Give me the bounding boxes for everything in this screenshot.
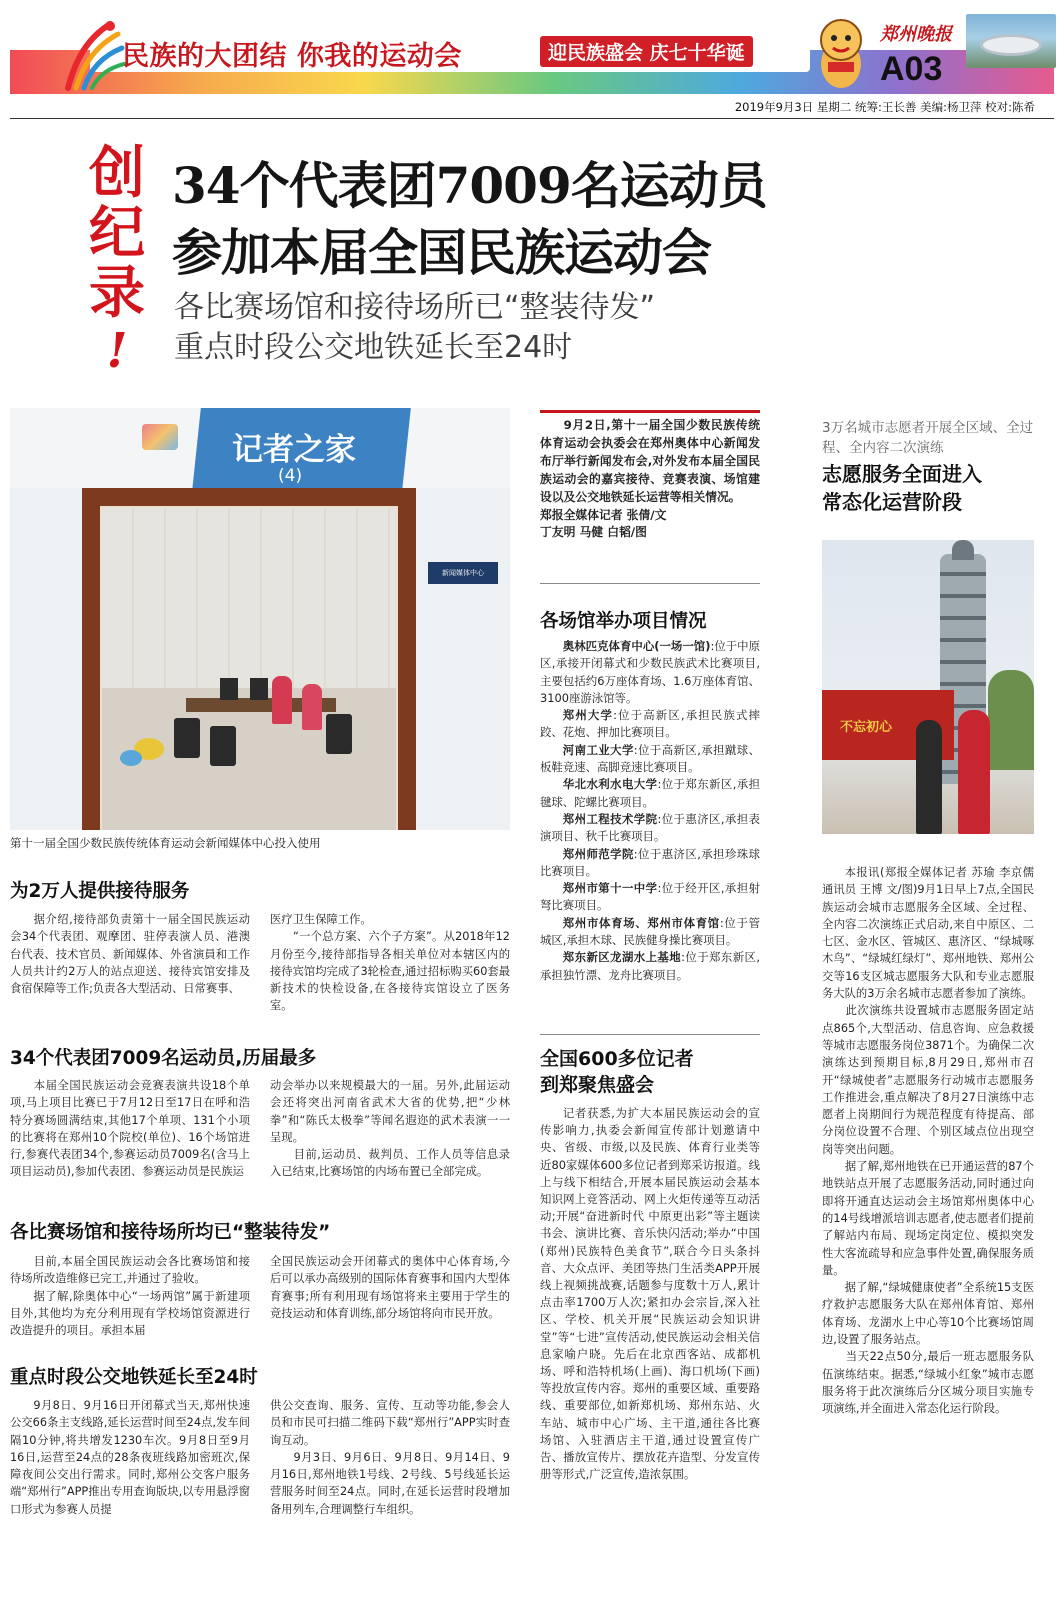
sec4-title: 重点时段公交地铁延长至24时 <box>10 1367 258 1388</box>
press-room-photo <box>10 408 510 830</box>
reporters-rule <box>540 1034 760 1035</box>
venue-name: 华北水利水电大学 <box>562 777 658 792</box>
venue-desc: :位于惠济区,承担表演项目、秋千比赛项目。 <box>540 811 760 844</box>
volunteer-text: 本报讯(郑报全媒体记者 苏瑜 李京儒 通讯员 王博 文/图)9月1日早上7点,全国民族运动会城市志愿服务全区域、全过程、全内容二次演练正式启动,来自中原区、二七区、金水区、管城区、惠济区、“绿城啄木鸟”、“绿城红绿灯”、郑州地铁、郑州公交等16支区城志愿服务大队和专业志愿服务大队的3万余名城市志愿者参加了演练。 此次演练共设置城市志愿服务固定站点865个,大型活动、信息咨询、应急救援等城市志愿服务岗位3871个。为确保二次演练达到预期目标,8月29日,郑州市召开“绿城使者”志愿服务行动城市志愿服务工作推进会,重点解决了8月27日演练中志愿者上岗期间行为规范程度有待提高、部分岗位设置不合理、个别区域点位出现空岗等突出问题。 据了解,郑州地铁在已开通运营的87个地铁站点开展了志愿服务活动,同时通过向即将开通直达运动会主场馆郑州奥体中心的14号线增派培训志愿者,使志愿者们提前了解站内布局、现场定岗定位、模拟突发性大客流疏导和应急事件处置,确保服务质量。 据了解,“绿城健康使者”全系统15支医疗救护志愿服务大队在郑州体育馆、郑州体育场、龙湖水上中心等10个比赛场馆周边,设置了服务站点。 当天22点50分,最后一班志愿服务队伍演练结束。据悉,“绿城小红象”城市志愿服务将于此次演练后分区城分项目实施专项演练,并全面进入常态化运行阶段。 <box>822 866 1034 1416</box>
sec1-title: 为2万人提供接待服务 <box>10 881 190 902</box>
venue-item <box>540 949 760 984</box>
chair <box>326 714 352 754</box>
volunteer-kicker: 3万名城市志愿者开展全区域、全过程、全内容二次演练 <box>822 420 1034 456</box>
sec3-col2: 全国民族运动会开闭幕式的奥体中心体育场,今后可以承办高级别的国际体育赛事和国内大型体育赛事;所有利用现有场馆将来主要用于学生的竞技运动和体育训练,部分场馆将向市民开放。 <box>270 1255 510 1320</box>
venue-name: 郑州市第十一中学 <box>562 881 658 896</box>
venue-item <box>540 846 760 881</box>
sign-title: 记者之家 <box>232 432 356 468</box>
volunteer-title-line1: 志愿服务全面进入 <box>822 462 982 486</box>
sub-headline-line1: 各比赛场馆和接待场所已“整装待发” <box>174 290 656 325</box>
trees <box>988 670 1034 770</box>
venue-item <box>540 915 760 950</box>
pagoda-top <box>952 540 974 560</box>
chair <box>174 718 200 758</box>
sec4-col1: 9月8日、9月16日开闭幕式当天,郑州快速公交66条主支线路,延长运营时间至24点,发车间隔10分钟,将共增发1230车次。9月8日至9月16日,运营至24点的28条夜班线路加密班次,保障夜间公交出行需求。同时,郑州公交客户服务端“郑州行”APP推出专用查询版块,以专用悬浮窗口形式为参赛人员提 <box>10 1399 250 1516</box>
reporters-text: 记者获悉,为扩大本届民族运动会的宣传影响力,执委会新闻宣传部计划邀请中央、省级、市级,以及民族、体育行业类等近80家媒体600多位记者到郑采访报道。线上与线下相结合,开展本届民族运动会基本知识网上竞答活动、网上火炬传递等互动活动;开展“奋进新时代 中原更出彩”等主题读书会、演讲比赛、音乐快闪活动;举办“中国(郑州)民族特色美食节”,联合今日头条抖音、大众点评、美团等热门生活类APP开展线上视频挑战赛,话题参与度数十万人,累计点击率1700万人次;紧扣办会宗旨,深入社区、学校、机关开展“民族运动会知识讲堂”等“七进”宣传活动,使民族运动会相关信息家喻户晓。先后在北京西客站、成都机场、呼和浩特机场(上画)、海口机场(下画)等投放宣传内容。郑州的重要区域、重要路线、重要部位,如新郑机场、郑州东站、火车站、城市中心广场、主干道,通往各比赛场馆、入驻酒店主干道,通过设置宣传广告、播放宣传片、摆放花卉造型、分发宣传册等形式,广泛宣传,造浓氛围。 <box>540 1106 760 1482</box>
sec2-col2: 动会举办以来规模最大的一届。另外,此届运动会还将突出河南省武术大省的优势,把“少林拳”和“陈氏太极拳”等闻名遐迩的武术表演一一呈现。 目前,运动员、裁判员、工作人员等信息录入已结束,比赛场馆的内场布置已全部完成。 <box>270 1079 510 1179</box>
venue-desc: :位于郑东新区,承担毽球、陀螺比赛项目。 <box>540 777 760 809</box>
venue-item <box>540 638 760 707</box>
sub-headline-line2: 重点时段公交地铁延长至24时 <box>174 330 573 365</box>
volunteer-person <box>958 710 990 834</box>
venue-name: 郑州工程技术学院 <box>562 811 658 826</box>
venue-desc: :位于经开区,承担射弩比赛项目。 <box>540 881 760 913</box>
monitor <box>250 678 268 700</box>
sec3-title: 各比赛场馆和接待场所均已“整装待发” <box>10 1222 331 1243</box>
venue-item <box>540 811 760 846</box>
venue-name: 郑州大学 <box>562 708 614 723</box>
person-red-shirt <box>272 676 292 724</box>
venue-desc: :位于中原区,承接开闭幕式和少数民族武术比赛项目,主要包括约6万座体育场、1.6万座体育馆、3100座游泳馆等。 <box>540 639 760 705</box>
sec2-title: 34个代表团7009名运动员,历届最多 <box>10 1048 317 1069</box>
main-headline-line2: 参加本届全国民族运动会 <box>172 223 711 282</box>
games-logo-icon <box>58 18 126 92</box>
venue-desc: :位于高新区,承担蹴球、板鞋竞速、高脚竞速比赛项目。 <box>540 742 760 775</box>
dateline: 2019年9月3日 星期二 统筹:王长善 美编:杨卫萍 校对:陈希 <box>734 100 1035 114</box>
sec4-col2: 供公交查询、服务、宣传、互动等功能,参会人员和市民可扫描二维码下载“郑州行”APP实时查询互动。 9月3日、9月6日、9月8日、9月14日、9月16日,郑州地铁1号线、2号线、5号线延长运营服务时间至24点。同时,在延长运营时段增加备用列车,合理调整行车组织。 <box>270 1399 510 1516</box>
intro-byline1: 郑报全媒体记者 张倩/文 <box>540 507 667 522</box>
venues-title: 各场馆举办项目情况 <box>540 611 707 632</box>
venue-name: 郑州市体育场、郑州市体育馆 <box>562 915 720 930</box>
side-tag-char: 录 <box>89 260 145 326</box>
volunteer-title-line2: 常态化运营阶段 <box>822 490 962 514</box>
door-sign: 新闻媒体中心 <box>428 562 498 584</box>
mascot-icon <box>808 12 874 92</box>
side-tag-char: ! <box>106 323 128 379</box>
side-tag-char: 创 <box>89 140 145 206</box>
intro-bottom-rule <box>540 583 760 584</box>
venues-list <box>540 638 760 984</box>
room-back-wall <box>102 508 396 688</box>
stool-blue <box>120 750 142 766</box>
sec1-col2: 医疗卫生保障工作。 “一个总方案、六个子方案”。从2018年12月份至今,接待部指导各相关单位对本辖区内的接待宾馆均完成了3轮检查,通过招标购买60套最新技术的快检设备,在各接待宾馆设立了医务室。 <box>270 913 510 1013</box>
sec1-col1: 据介绍,接待部负责第十一届全国民族运动会34个代表团、观摩团、驻停表演人员、港澳台代表、技术官员、新闻媒体、外省演員和工作人员共计约2万人的站点迎送、接待宾馆安排及食宿保障等工作;负责各大型活动、日常赛事、 <box>10 913 250 996</box>
pedestrian <box>916 720 942 834</box>
intro-text: 9月2日,第十一届全国少数民族传统体育运动会执委会在郑州奥体中心新闻发布厅举行新闻发布会,对外发布本届全国民族运动会的嘉宾接待、竞赛表演、场馆建设以及公交地铁延长运营等相关情况。 <box>540 418 760 504</box>
venue-desc: :位于管城区,承担木球、民族健身操比赛项目。 <box>540 915 760 948</box>
volunteer-photo <box>822 540 1034 834</box>
venue-name: 郑州师范学院 <box>562 846 634 861</box>
logo-watermark <box>142 424 178 450</box>
reporters-title-line2: 到郑聚焦盛会 <box>540 1074 655 1096</box>
main-headline-line1: 34个代表团7009名运动员 <box>172 156 767 215</box>
venue-item <box>540 742 760 777</box>
intro-byline2: 丁友明 马健 白韬/图 <box>540 525 647 540</box>
person-red-shirt <box>302 684 322 730</box>
venue-desc: :位于惠济区,承担珍珠球比赛项目。 <box>540 846 760 878</box>
intro-red-rule <box>540 410 760 413</box>
venue-item <box>540 880 760 915</box>
stadium-thumbnail <box>966 14 1056 68</box>
reporters-title-line1: 全国600多位记者 <box>540 1048 694 1070</box>
masthead-slogan2: 迎民族盛会 庆七十华诞 <box>540 36 753 67</box>
side-tag-char: 纪 <box>89 200 145 266</box>
masthead-slogan: 民族的大团结 你我的运动会 <box>122 41 462 72</box>
side-tag <box>82 140 152 379</box>
masthead-banner <box>0 0 1064 98</box>
sec3-col1: 目前,本届全国民族运动会各比赛场馆和接待场所改造维修已完工,并通过了验收。 据了解,除奥体中心“一场两馆”属于新建项目外,其他均为充分利用现有学校场馆资源进行改造提升的项目。承担本届 <box>10 1255 250 1338</box>
venue-desc: :位于高新区,承担民族式摔跤、花炮、押加比赛项目。 <box>540 708 760 740</box>
sec2-col1: 本届全国民族运动会竞赛表演共设18个单项,马上项目比赛已于7月12日至17日在呼和浩特分赛场圆满结束,其他17个单项、131个小项的比赛将在郑州10个院校(单位)、16个场馆进行,参赛代表团34个,参赛运动员7009名(含马上项目运动员),参加代表团、参赛运动员是民族运 <box>10 1079 250 1179</box>
photo1-caption: 第十一届全国少数民族传统体育运动会新闻媒体中心投入使用 <box>10 836 321 850</box>
venue-name: 河南工业大学 <box>562 742 634 757</box>
venue-desc: :位于郑东新区,承担独竹漂、龙舟比赛项目。 <box>540 950 760 982</box>
venue-name: 郑东新区龙湖水上基地 <box>562 950 682 965</box>
sign-number: (4) <box>278 466 303 486</box>
venue-item <box>540 776 760 811</box>
venue-name: 奥林匹克体育中心(一场一馆) <box>562 639 711 653</box>
intro-box <box>540 417 760 542</box>
monitor <box>220 678 238 700</box>
paper-name: 郑州晚报 <box>880 24 952 45</box>
venue-item <box>540 707 760 742</box>
flower-banner: 不忘初心 <box>840 720 893 735</box>
chair <box>210 726 236 766</box>
dateline-rule <box>10 118 1054 119</box>
page-number: A03 <box>880 50 943 88</box>
